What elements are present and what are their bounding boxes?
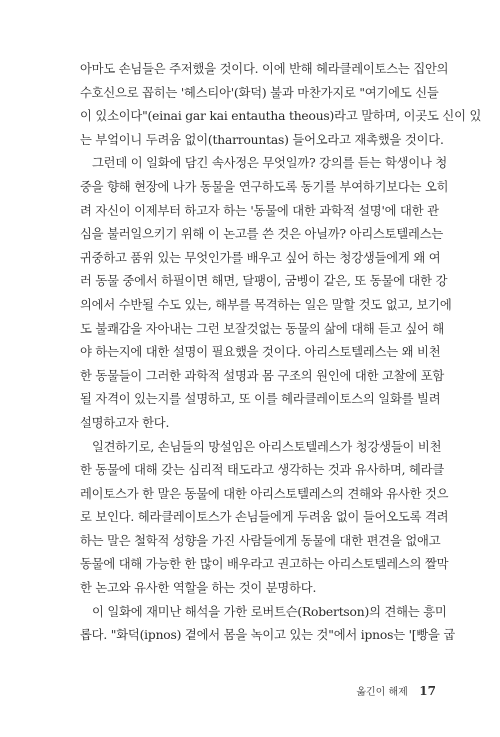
text-line: 롭다. "화덕(ipnos) 곁에서 몸을 녹이고 있는 것"에서 ipnos는 '[빵을 굽 [80,628,456,643]
running-footer: 옮긴이 해제 [356,687,408,698]
text-line: 그런데 이 일화에 담긴 속사정은 무엇일까? 강의를 듣는 학생이나 청 [92,156,448,171]
text-line: 러 동물 중에서 하필이면 해면, 달팽이, 굼벵이 같은, 또 동물에 대한 강 [80,274,448,289]
paragraph [80,436,449,601]
text-line: 로 보인다. 헤라클레이토스가 손님들에게 두려움 없이 들어오도록 격려 [80,510,449,525]
text-line: 레이토스가 한 말은 동물에 대한 아리스토텔레스의 견해와 유사한 것으 [80,486,449,501]
page-footer [356,683,436,698]
text-line: 될 자격이 있는지를 설명하고, 또 이를 헤라클레이토스의 일화를 빌려 [80,392,441,407]
text-line: 야 하는지에 대한 설명이 필요했을 것이다. 아리스토텔레스는 왜 비천 [80,345,441,360]
page-number: 17 [419,684,436,698]
text-line: 의에서 수반될 수도 있는, 해부를 목격하는 일은 말할 것도 없고, 보기에 [80,297,452,312]
text-line: 중을 향해 현장에 나가 동물을 연구하도록 동기를 부여하기보다는 오히 [80,179,449,194]
paragraph [80,152,452,435]
text-line: 동물에 대해 가능한 한 많이 배우라고 권고하는 아리스토텔레스의 짤막 [80,557,449,572]
text-line: 한 동물에 대해 갖는 심리적 태도라고 생각하는 것과 유사하며, 헤라클 [80,463,445,478]
text-line: 수호신으로 꼽히는 '헤스티아'(화덕) 불과 마찬가지로 "여기에도 신들 [80,85,439,100]
text-line: 려 자신이 이제부터 하고자 하는 '동물에 대한 과학적 설명'에 대한 관 [80,203,439,218]
text-line: 이 일화에 재미난 해석을 가한 로버트슨(Robertson)의 견해는 흥미 [92,604,447,619]
text-line: 한 동물들이 그러한 과학적 설명과 몸 구조의 원인에 대한 고찰에 포함 [80,368,445,383]
text-line: 일견하기로, 손님들의 망설임은 아리스토텔레스가 청강생들이 비천 [92,439,442,454]
text-line: 아마도 손님들은 주저했을 것이다. 이에 반해 헤라클레이토스는 집안의 [80,62,449,76]
text-line: 는 부엌이니 두려움 없이(tharrountas) 들어오라고 재촉했을 것이다. [80,132,444,147]
text-line: 이 있소이다"(einai gar kai entautha theous)라고 말하며, 이곳도 신이 있 [80,109,482,124]
paragraph [80,58,482,152]
body-text [80,58,482,648]
paragraph [80,601,456,648]
text-line: 도 불쾌감을 자아내는 그런 보잘것없는 동물의 삶에 대해 듣고 싶어 해 [80,321,445,336]
text-line: 심을 불러일으키기 위해 이 논고를 쓴 것은 아닐까? 아리스토텔레스는 [80,227,444,242]
text-line: 하는 말은 철학적 성향을 가진 사람들에게 동물에 대한 편견을 없애고 [80,533,441,548]
text-line: 한 논고와 유사한 역할을 하는 것이 분명하다. [80,581,317,596]
text-line: 귀중하고 품위 있는 무엇인가를 배우고 싶어 하는 청강생들에게 왜 여 [80,250,441,265]
text-line: 설명하고자 한다. [80,415,170,430]
